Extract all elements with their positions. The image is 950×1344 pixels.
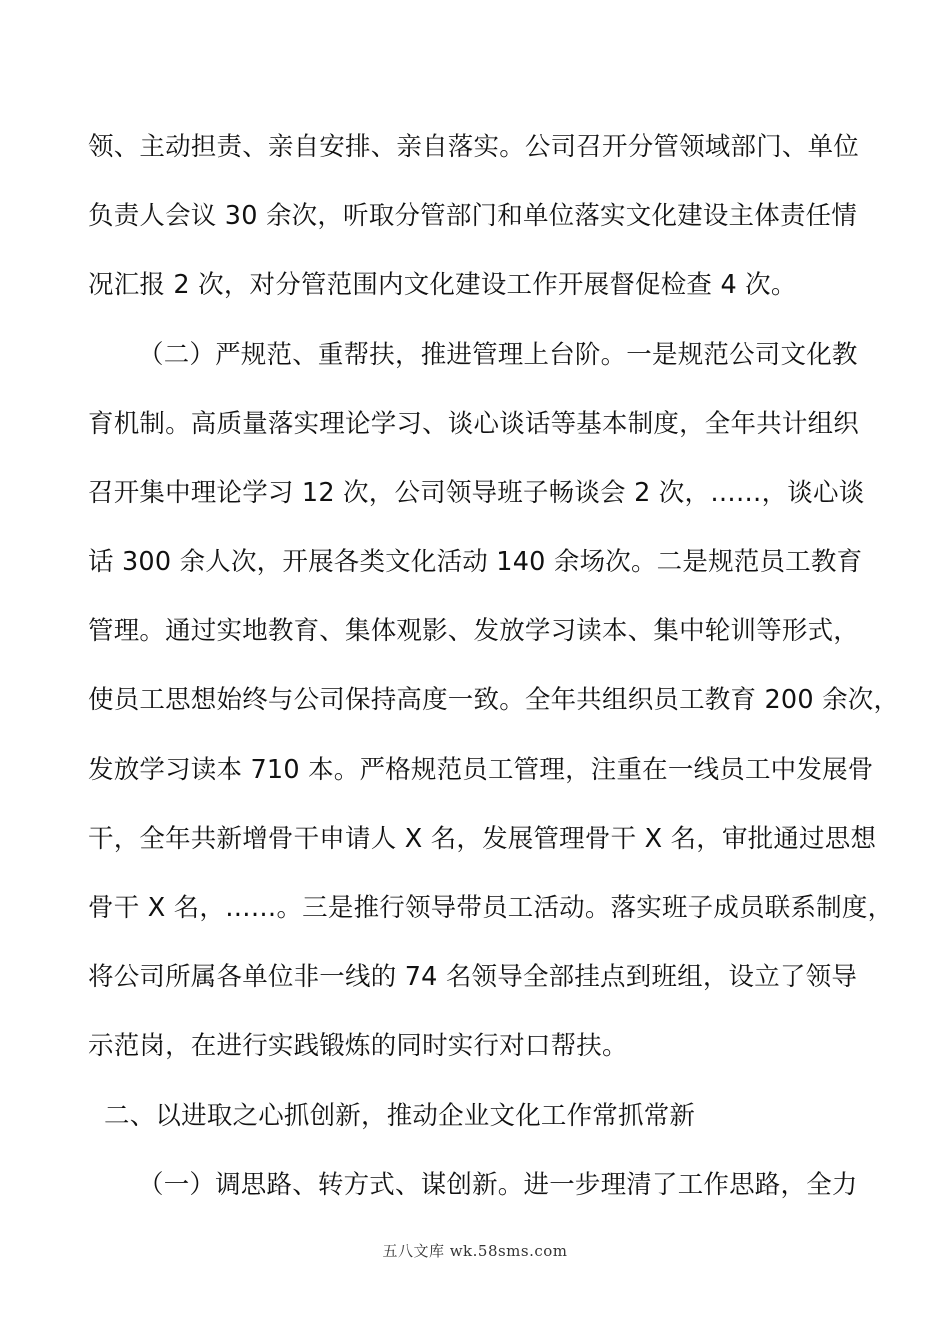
paragraph-line: 况汇报 2 次，对分管范围内文化建设工作开展督促检查 4 次。: [88, 270, 797, 300]
paragraph-line: 发放学习读本 710 本。严格规范员工管理，注重在一线员工中发展骨: [88, 755, 874, 785]
paragraph-line: 干，全年共新增骨干申请人 X 名，发展管理骨干 X 名，审批通过思想: [88, 824, 877, 854]
paragraph-line: 将公司所属各单位非一线的 74 名领导全部挂点到班组，设立了领导: [88, 962, 858, 992]
paragraph-line: 负责人会议 30 余次，听取分管部门和单位落实文化建设主体责任情: [88, 201, 858, 231]
section-subheading-line: （一）调思路、转方式、谋创新。进一步理清了工作思路，全力: [138, 1170, 858, 1200]
paragraph-line: 领、主动担责、亲自安排、亲自落实。公司召开分管领域部门、单位: [88, 132, 860, 162]
section-heading: 二、以进取之心抓创新，推动企业文化工作常抓常新: [104, 1101, 696, 1131]
paragraph-line: 示范岗，在进行实践锻炼的同时实行对口帮扶。: [88, 1031, 628, 1061]
section-subheading-line: （二）严规范、重帮扶，推进管理上台阶。一是规范公司文化教: [138, 340, 858, 370]
paragraph-line: 骨干 X 名，……。三是推行领导带员工活动。落实班子成员联系制度，: [88, 893, 894, 923]
footer-watermark: 五八文库 wk.58sms.com: [382, 1242, 568, 1260]
paragraph-line: 使员工思想始终与公司保持高度一致。全年共组织员工教育 200 余次，: [88, 685, 900, 715]
paragraph-line: 管理。通过实地教育、集体观影、发放学习读本、集中轮训等形式，: [88, 616, 860, 646]
paragraph-line: 召开集中理论学习 12 次，公司领导班子畅谈会 2 次，……，谈心谈: [88, 478, 865, 508]
paragraph-line: 话 300 余人次，开展各类文化活动 140 余场次。二是规范员工教育: [88, 547, 863, 577]
paragraph-line: 育机制。高质量落实理论学习、谈心谈话等基本制度，全年共计组织: [88, 409, 860, 439]
